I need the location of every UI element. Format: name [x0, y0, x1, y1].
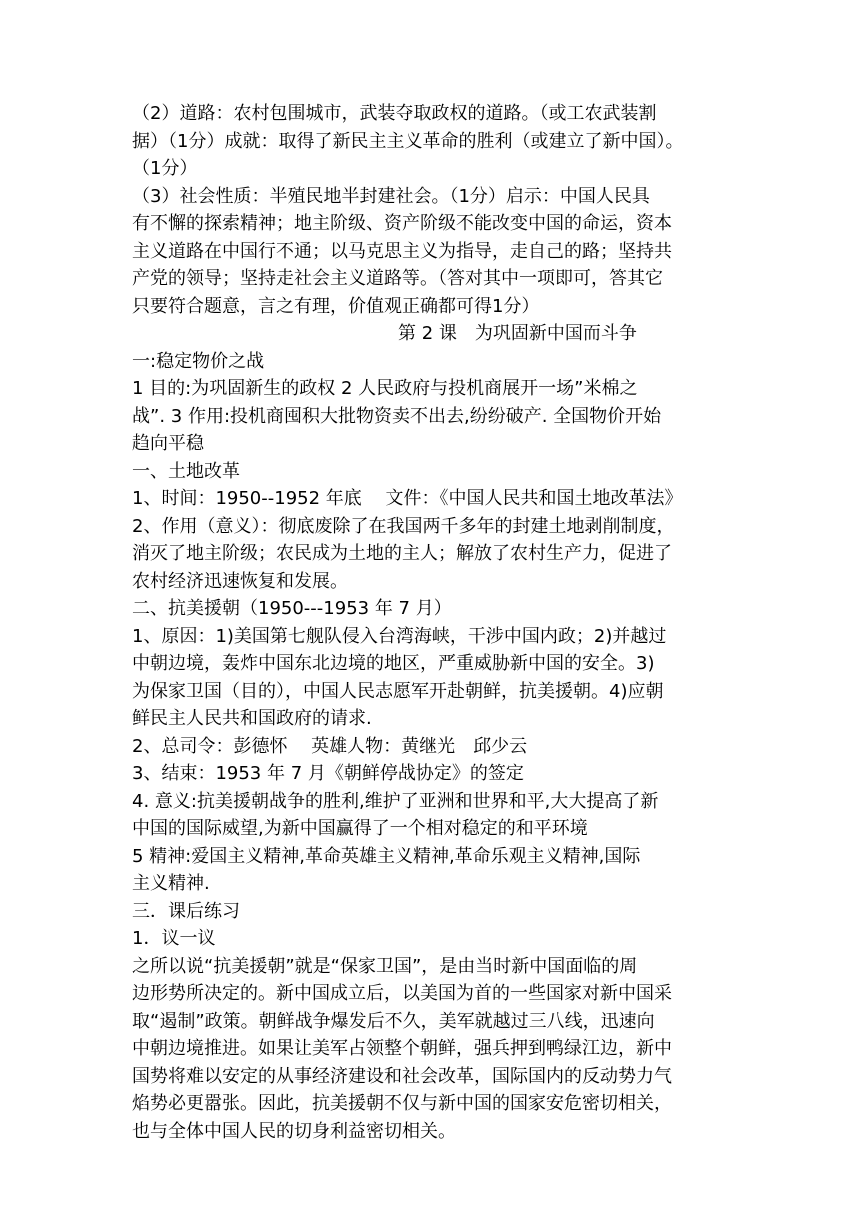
text-line: 也与全体中国人民的切身利益密切相关。 — [132, 1120, 456, 1142]
section-heading: 一:稳定物价之战 — [132, 350, 265, 372]
text-line: 为保家卫国（目的），中国人民志愿军开赴朝鲜，抗美援朝。4)应朝 — [132, 680, 664, 702]
text-line: 战”. 3 作用:投机商囤积大批物资卖不出去,纷纷破产. 全国物价开始 — [132, 405, 662, 427]
text-line: 产党的领导；坚持走社会主义道路等。（答对其中一项即可，答其它 — [132, 268, 663, 289]
text-line: 有不懈的探索精神；地主阶级、资产阶级不能改变中国的命运，资本 — [132, 213, 672, 234]
text-line: 取“遏制”政策。朝鲜战争爆发后不久，美军就越过三八线，迅速向 — [132, 1010, 655, 1032]
document-body — [132, 100, 738, 1145]
text-line: 消灭了地主阶级；农民成为土地的主人；解放了农村生产力，促进了 — [132, 543, 672, 564]
text-line: 边形势所决定的。新中国成立后，以美国为首的一些国家对新中国采 — [132, 983, 672, 1004]
text-line: 鲜民主人民共和国政府的请求. — [132, 708, 372, 729]
sub-heading: 1．议一议 — [132, 928, 216, 949]
text-line: 据）（1分）成就：取得了新民主主义革命的胜利（或建立了新中国）。 — [132, 130, 684, 152]
text-line: 1、时间：1950--1952 年底 文件：《中国人民共和国土地改革法》 — [132, 488, 683, 509]
text-line: 2、总司令：彭德怀 英雄人物：黄继光 邱少云 — [132, 735, 528, 757]
section-price-battle — [132, 348, 738, 458]
section-korean-war — [132, 595, 738, 898]
answer-q2 — [132, 100, 738, 183]
text-line: 1、原因：1)美国第七舰队侵入台湾海峡，干涉中国内政；2)并越过 — [132, 625, 667, 647]
text-line: 2、作用（意义）：彻底废除了在我国两千多年的封建土地剥削制度， — [132, 515, 675, 537]
section-heading: 二、抗美援朝（1950---1953 年 7 月） — [132, 598, 452, 619]
section-land-reform — [132, 458, 738, 596]
text-line: 中国的国际威望,为新中国赢得了一个相对稳定的和平环境 — [132, 818, 588, 839]
text-line: （2）道路：农村包围城市，武装夺取政权的道路。（或工农武装割 — [132, 103, 657, 124]
text-line: 5 精神:爱国主义精神,革命英雄主义精神,革命乐观主义精神,国际 — [132, 845, 641, 867]
text-line: 1 目的:为巩固新生的政权 2 人民政府与投机商展开一场”米棉之 — [132, 378, 638, 399]
text-line: 焰势必更嚣张。因此，抗美援朝不仅与新中国的国家安危密切相关， — [132, 1093, 672, 1114]
text-line: 3、结束：1953 年 7 月《朝鲜停战协定》的签定 — [132, 763, 524, 784]
answer-q3 — [132, 183, 738, 321]
section-heading: 一、土地改革 — [132, 460, 240, 482]
text-line: 4. 意义:抗美援朝战争的胜利,维护了亚洲和世界和平,大大提高了新 — [132, 790, 659, 812]
text-line: 中朝边境推进。如果让美军占领整个朝鲜，强兵押到鸭绿江边，新中 — [132, 1038, 672, 1059]
text-line: （1分） — [132, 158, 198, 179]
text-line: 国势将难以安定的从事经济建设和社会改革，国际国内的反动势力气 — [132, 1065, 672, 1087]
text-line: 主义精神. — [132, 873, 210, 894]
text-line: 中朝边境，轰炸中国东北边境的地区，严重威胁新中国的安全。3) — [132, 653, 655, 674]
text-line: （3）社会性质：半殖民地半封建社会。（1分）启示：中国人民具 — [132, 185, 650, 207]
text-line: 趋向平稳 — [132, 433, 204, 454]
section-exercises — [132, 898, 738, 1146]
text-line: 之所以说“抗美援朝”就是“保家卫国”，是由当时新中国面临的周 — [132, 955, 638, 977]
text-line: 农村经济迅速恢复和发展。 — [132, 570, 348, 592]
lesson-title: 第 2 课 为巩固新中国而斗争 — [398, 323, 637, 344]
text-line: 只要符合题意，言之有理，价值观正确都可得1分） — [132, 295, 540, 317]
text-line: 主义道路在中国行不通；以马克思主义为指导，走自己的路；坚持共 — [132, 240, 672, 262]
section-heading: 三．课后练习 — [132, 900, 240, 922]
